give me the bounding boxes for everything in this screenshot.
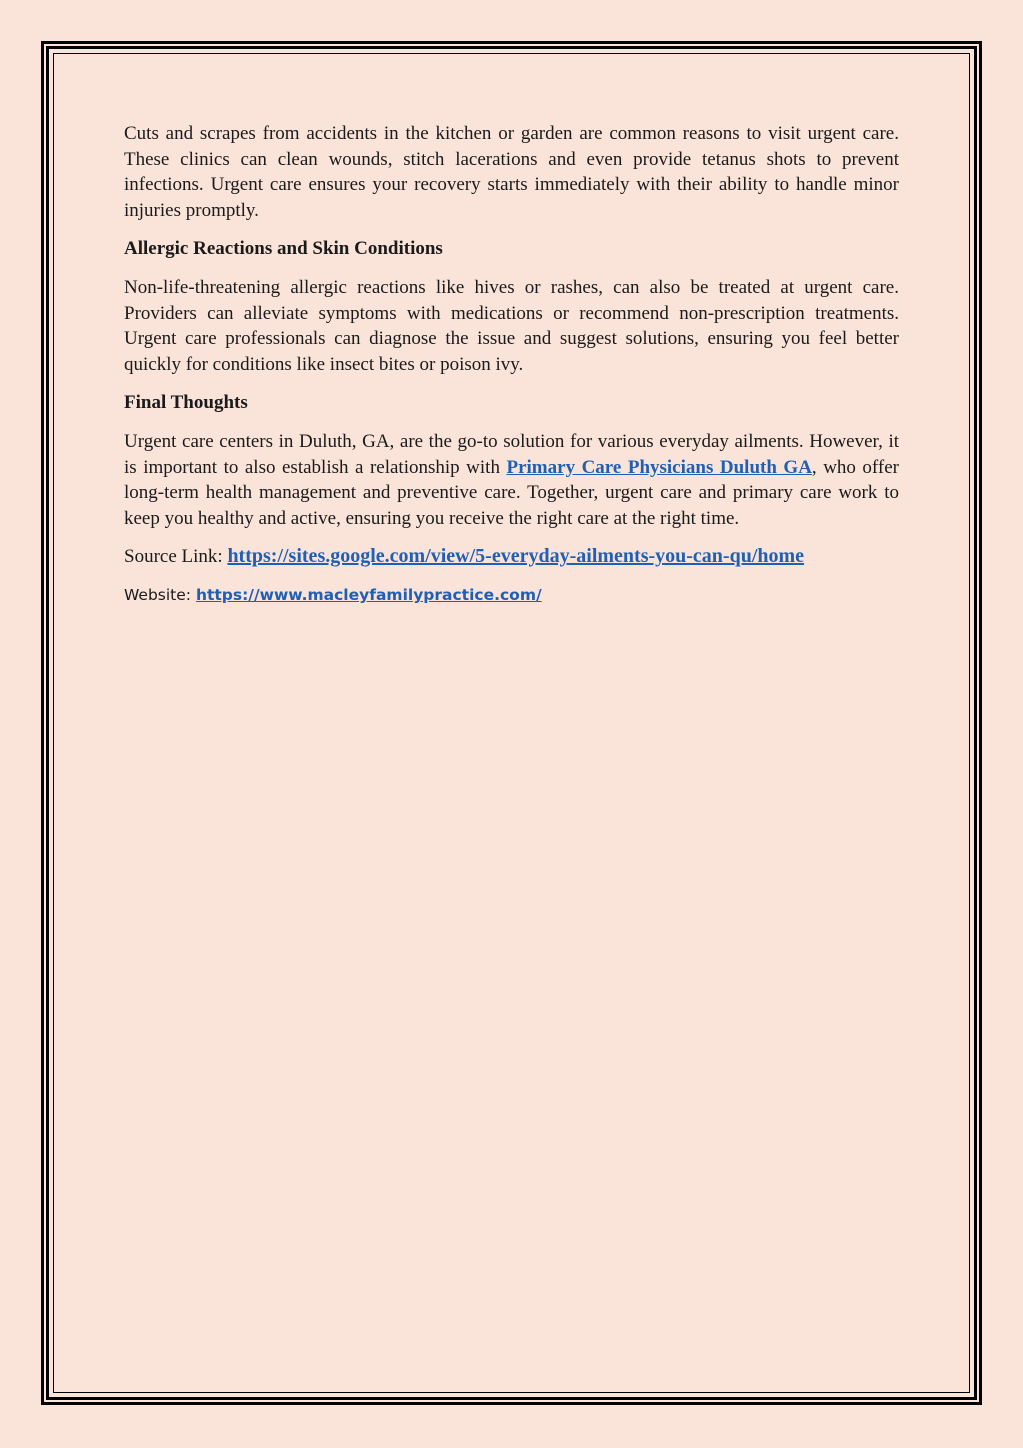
- paragraph-cuts-scrapes: Cuts and scrapes from accidents in the kitchen or garden are common reasons to visit urgent care. These clinics can clean wounds, stitch lacerations and even provide tetanus shots to prevent infections. Urgent care ensures your recovery starts immediately with their ability to handle minor injuries promptly.: [124, 123, 899, 221]
- heading-allergic-reactions: Allergic Reactions and Skin Conditions: [124, 238, 443, 260]
- source-link-label: Source Link:: [124, 546, 228, 568]
- website-url-link[interactable]: https://www.macleyfamilypractice.com/: [195, 585, 542, 604]
- heading-final-thoughts: Final Thoughts: [124, 392, 248, 414]
- paragraph-final-thoughts: [124, 429, 899, 531]
- source-link-line: [124, 544, 899, 570]
- final-thoughts-text-after: , who offer long-term health management and preventive care. Together, urgent care and primary care work to keep you healthy and active, ensuring you receive the right care at the right time.: [124, 456, 899, 529]
- website-label: Website:: [124, 585, 196, 604]
- paragraph-allergic-reactions: Non-life-threatening allergic reactions like hives or rashes, can also be treated at urgent care. Providers can alleviate symptoms with medications or recommend non-prescription treatments. Urgent care professionals can diagnose the issue and suggest solutions, ensuring you feel better quickly for conditions like insect bites or poison ivy.: [124, 276, 899, 375]
- source-link-url[interactable]: https://sites.google.com/view/5-everyday-ailments-you-can-qu/home: [227, 545, 805, 568]
- primary-care-physicians-link[interactable]: Primary Care Physicians Duluth GA: [506, 456, 812, 478]
- website-line: [124, 584, 899, 606]
- document-body: [124, 121, 899, 606]
- final-thoughts-text-before: Urgent care centers in Duluth, GA, are the go-to solution for various everyday ailments. However, it is important to also establish a relationship with: [124, 430, 899, 478]
